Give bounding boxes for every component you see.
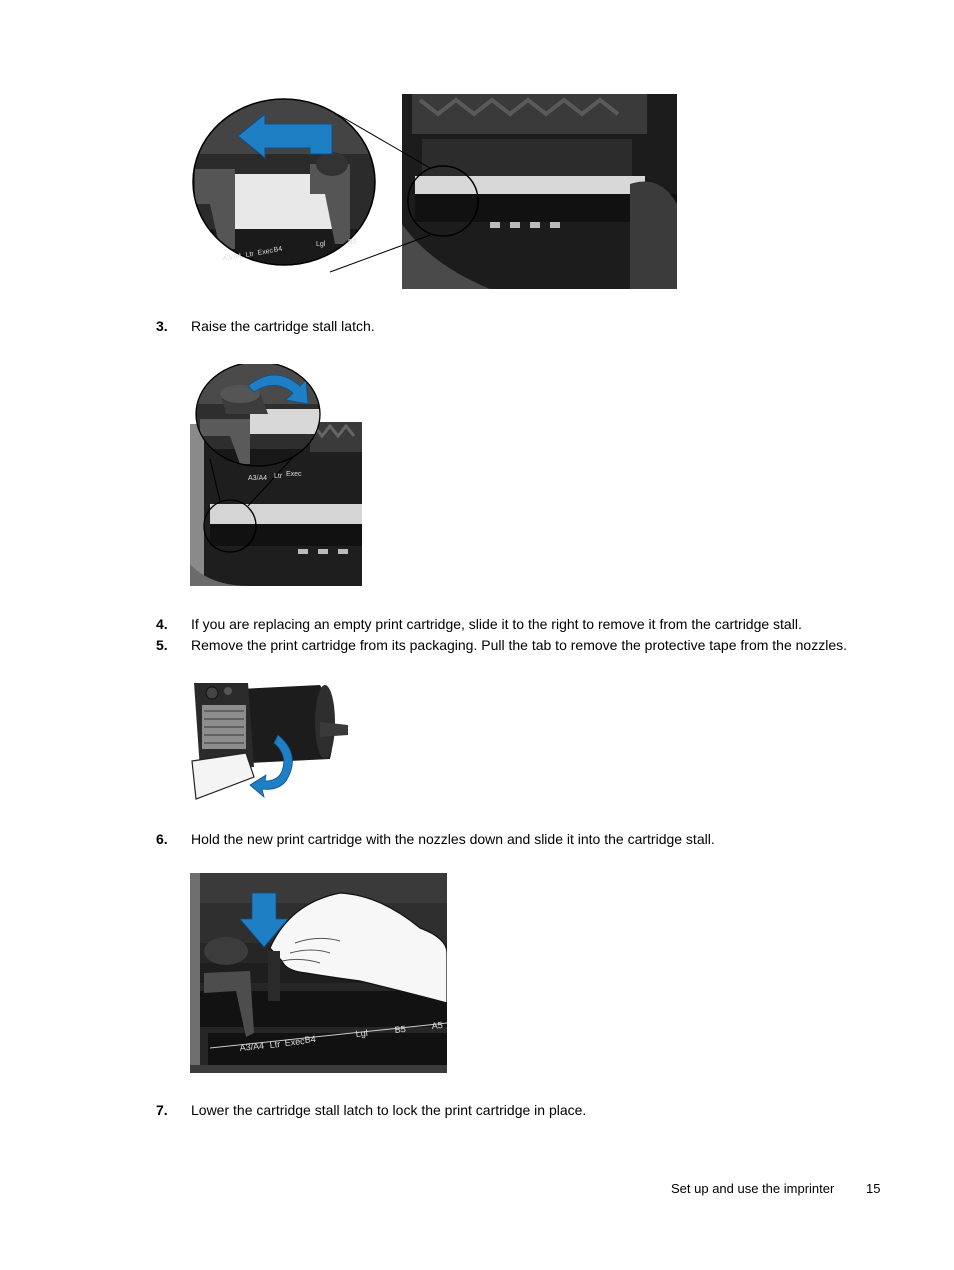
scale-label-ltr: Ltr <box>274 473 283 480</box>
step-text: Raise the cartridge stall latch. <box>191 318 375 334</box>
scale-label-exec: Exec <box>286 471 302 478</box>
step-text: If you are replacing an empty print cartridge, slide it to the right to remove it from the cartridge stall. <box>191 616 802 632</box>
figure-remove-protective-tape <box>190 677 350 801</box>
step-number: 7. <box>156 1102 168 1118</box>
figure-insert-cartridge <box>190 873 447 1073</box>
scale-label-b5: B5 <box>348 239 357 246</box>
step-text: Hold the new print cartridge with the nozzles down and slide it into the cartridge stall. <box>191 831 715 847</box>
footer-section-title: Set up and use the imprinter <box>671 1181 835 1196</box>
scale-label-a5: A5 <box>431 1019 444 1031</box>
scale-label-exec: Exec <box>284 1035 306 1048</box>
scale-label-exec: Exec <box>257 247 274 257</box>
scale-label-b4: B4 <box>273 245 283 254</box>
figure-raise-latch <box>190 364 362 586</box>
scale-label-lgl: Lgl <box>316 241 326 248</box>
step-number: 5. <box>156 637 168 653</box>
step-number: 4. <box>156 616 168 632</box>
step-text: Remove the print cartridge from its packaging. Pull the tab to remove the protective tape from the nozzles. <box>191 637 847 653</box>
scale-label-a3a4: A3/A4 <box>248 475 268 482</box>
scale-label-b5: B5 <box>394 1023 407 1035</box>
scale-label-ltr: Ltr <box>245 250 255 259</box>
scale-label-a3a4: A3/A4 <box>239 1040 265 1053</box>
step-text: Lower the cartridge stall latch to lock the print cartridge in place. <box>191 1102 587 1118</box>
step-number: 6. <box>156 831 168 847</box>
step-number: 3. <box>156 318 168 334</box>
scale-label-lgl: Lgl <box>355 1027 369 1039</box>
scale-label-a3a4: A3/A4 <box>222 252 243 263</box>
figure-cartridge-stall-latch-slide <box>190 94 677 289</box>
scale-label-b4: B4 <box>304 1033 317 1045</box>
footer-page-number: 15 <box>866 1181 881 1196</box>
scale-label-ltr: Ltr <box>269 1038 281 1050</box>
